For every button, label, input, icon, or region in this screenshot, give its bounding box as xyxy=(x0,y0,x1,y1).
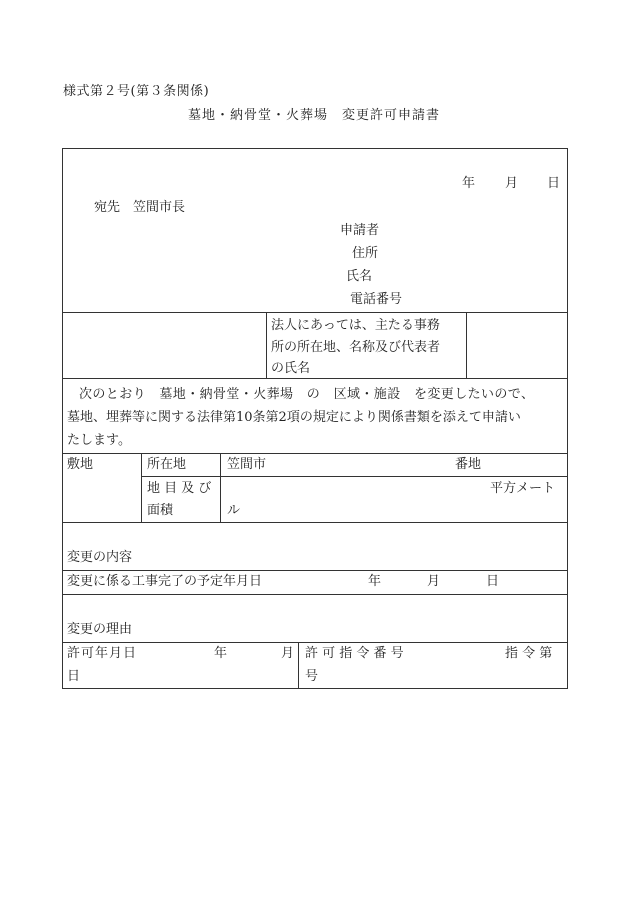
address-label: 住所 xyxy=(352,246,379,261)
site-category-area-label-2: 面積 xyxy=(147,503,174,518)
permit-number-label: 許 可 指 令 番 号 xyxy=(305,646,404,661)
corporate-note-line-3: の氏名 xyxy=(271,361,311,376)
statement-line-3: たします。 xyxy=(67,433,131,448)
rule-site-value xyxy=(220,453,221,522)
permit-number-suffix: 号 xyxy=(305,669,319,684)
addressee: 宛先 笠間市長 xyxy=(94,200,186,215)
date-day: 日 xyxy=(547,176,561,191)
rule-site-label xyxy=(141,453,142,522)
completion-month: 月 xyxy=(427,574,441,589)
site-sqm-unit-1: 平方メート xyxy=(490,481,556,496)
corporate-note-line-2: 所の所在地、名称及び代表者 xyxy=(271,340,441,355)
rule-below-reason xyxy=(62,642,568,643)
rule-below-completion xyxy=(62,594,568,595)
applicant-label: 申請者 xyxy=(340,223,380,238)
date-year: 年 xyxy=(462,176,476,191)
permit-month: 月 xyxy=(281,646,295,661)
permit-directive: 指 令 第 xyxy=(505,646,553,661)
site-lot-label: 番地 xyxy=(455,457,482,472)
rule-below-site xyxy=(62,522,568,523)
permit-day: 日 xyxy=(67,669,81,684)
statement-line-2: 墓地、埋葬等に関する法律第10条第2項の規定により関係書類を添えて申請い xyxy=(67,410,521,425)
form-title: 墓地・納骨堂・火葬場 変更許可申請書 xyxy=(188,108,441,123)
name-label: 氏名 xyxy=(346,269,373,284)
site-sqm-unit-2: ル xyxy=(227,503,241,518)
rule-permit xyxy=(298,642,299,689)
permit-date-label: 許可年月日 xyxy=(67,646,138,661)
change-reason-label: 変更の理由 xyxy=(67,622,133,637)
phone-label: 電話番号 xyxy=(350,292,403,307)
completion-label: 変更に係る工事完了の予定年月日 xyxy=(67,574,263,589)
rule-below-corporate xyxy=(62,378,568,379)
site-location-label: 所在地 xyxy=(147,457,187,472)
site-category-area-label-1: 地 目 及 び xyxy=(147,481,212,496)
completion-year: 年 xyxy=(368,574,382,589)
rule-corporate-right xyxy=(466,312,467,378)
rule-below-statement xyxy=(62,453,568,454)
rule-below-applicant xyxy=(62,312,568,313)
date-month: 月 xyxy=(505,176,519,191)
rule-corporate-left xyxy=(266,312,267,378)
rule-below-content xyxy=(62,570,568,571)
corporate-note-line-1: 法人にあっては、主たる事務 xyxy=(271,318,440,333)
statement-line-1: 次のとおり 墓地・納骨堂・火葬場 の 区域・施設 を変更したいので、 xyxy=(79,387,535,402)
completion-day: 日 xyxy=(486,574,500,589)
form-number: 様式第２号(第３条関係) xyxy=(63,84,210,99)
site-city: 笠間市 xyxy=(227,457,267,472)
site-label: 敷地 xyxy=(67,457,94,472)
rule-site-mid xyxy=(141,476,568,477)
change-content-label: 変更の内容 xyxy=(67,550,133,565)
permit-year: 年 xyxy=(214,646,228,661)
